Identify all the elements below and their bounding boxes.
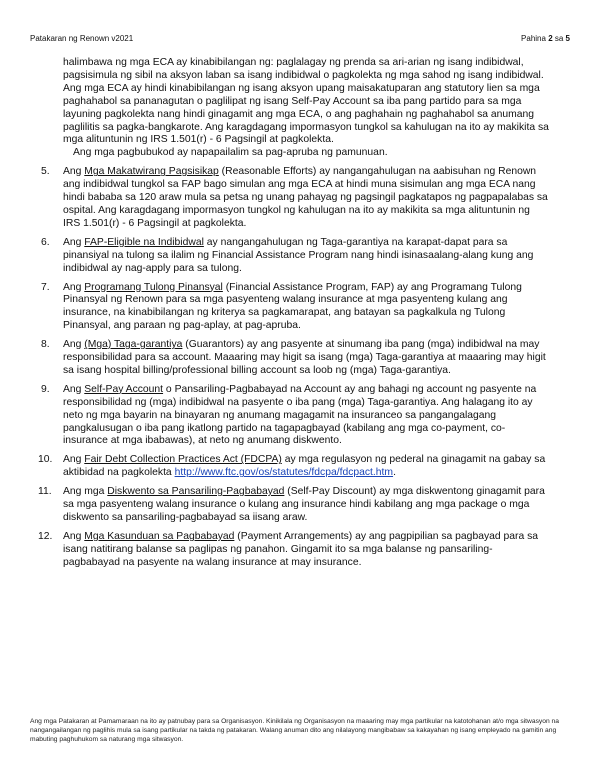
item-number: 10. <box>38 454 53 466</box>
definition-item-5: 5. Ang Mga Makatwirang Pagsisikap (Reasonable Efforts) ay nangangahulugan na aabisuhan ng Renown ang indibidwal tungkol sa FAP bago simulan ang mga ECA at hindi muna sisimulan ang mga ECA nang hindi bababa sa 120 araw mula sa petsa ng unang pahayag ng pagsingil pagkatapos ng pagpapalabas sa ospital. Ang karagdagang impormasyon tungkol ng kahulugan na ito ay makikita sa mga alituntunin ng IRS 1.501(r) - 6 Pagsingil at pagkolekta. <box>41 166 548 229</box>
document-title: Patakaran ng Renown v2021 <box>30 34 134 43</box>
page-total: 5 <box>565 34 570 43</box>
fdcpa-link[interactable]: http://www.ftc.gov/os/statutes/fdcpa/fdcpact.htm <box>174 467 394 479</box>
defined-term: Mga Kasunduan sa Pagbabayad <box>84 530 235 542</box>
definition-item-8: 8. Ang (Mga) Taga-garantiya (Guarantors) ay ang pasyente at sinumang iba pang (mga) indibidwal na may responsibilidad para sa account. Maaaring may higit sa isang (mga) Taga-garantiya at maaaring may higit sa isang hospital billing/professional billing account sa loob ng (mga) Taga-garantiya. <box>41 339 546 376</box>
page-footer-disclaimer: Ang mga Patakaran at Pamamaraan na ito ay patnubay para sa Organisasyon. Kinikilala ng Organisasyon na maaaring may mga partikular na katotohanan at/o mga sitwasyon na nangangailangan ng paglihis mula sa isang partikular na takda ng patakaran. Walang anuman dito ang nilalayong mangibabaw sa kakayahan ng isang empleyado na gamitin ang mabuting paghuhukom sa naturang mga sitwasyon. <box>30 718 559 743</box>
page-number: Pahina 2 sa 5 <box>521 34 570 43</box>
definition-item-11: 11. Ang mga Diskwento sa Pansariling-Pagbabayad (Self-Pay Discount) ay mga diskwentong ginagamit para sa mga pasyenteng walang insurance o kulang ang insurance hindi kabilang ang mga package o mga diskwento sa pansariling-pagbabayad sa iisang araw. <box>38 486 545 523</box>
page-current: 2 <box>548 34 553 43</box>
item-number: 6. <box>41 236 50 248</box>
approval-note: Ang mga pagbubukod ay napapailalim sa pag-apruba ng pamunuan. <box>73 147 388 159</box>
definition-item-10: 10. Ang Fair Debt Collection Practices Act (FDCPA) ay mga regulasyon ng pederal na ginagamit na gabay sa aktibidad na pagkolekta http://www.ftc.gov/os/statutes/fdcpa/fdcpact.htm. <box>38 454 546 479</box>
definition-item-9: 9. Ang Self-Pay Account o Pansariling-Pagbabayad na Account ay ang bahagi ng account ng pasyente na responsibilidad ng (mga) indibidwal na pasyente o iba pang (mga) Taga-garantiya. Ang halagang ito ay neto ng mga bayarin na binayaran ng anumang magagamit na insuranceo sa pangangalagang pangkalusugan o iba pang ikatlong partido na tagapagbayad (kabilang ang mga co-payment, co-insurance at mga ibabawas), at neto ng anumang diskwento. <box>41 383 537 447</box>
definition-item-6: 6. Ang FAP-Eligible na Indibidwal ay nangangahulugan ng Taga-garantiya na karapat-dapat para sa pinansiyal na tulong sa ilalim ng Financial Assistance Program nang hindi isinasaalang-alang kung ang indibidwal ay nag-apply para sa tulong. <box>41 236 534 274</box>
document-body <box>38 57 549 576</box>
item-number: 8. <box>41 339 50 351</box>
definitions-list <box>38 166 549 569</box>
continued-paragraph: halimbawa ng mga ECA ay kinabibilangan ng: paglalagay ng prenda sa ari-arian ng isang indibidwal, pagsisimula ng sibil na aksyon laban sa isang indibidwal o pagkolekta ng mga sahod ng isang indibidwal. Ang mga ECA ay hindi kinabibilangan ng isang aksyon upang maisakatuparan ang statutory lien sa mga paghahabol sa pananagutan o paglilipat ng isang Self-Pay Account sa iba pang partido para sa mga layuning pagkolekta nang hindi ginagamit ang mga ECA, o ang paghahain ng paghahabol sa anumang paglilitis sa pagka-bangkarote. Ang karagdagang impormasyon tungkol sa kahulugan na ito ay makikita sa mga alituntunin ng IRS 1.501(r) - 6 Pagsingil at pagkolekta. <box>63 57 549 146</box>
defined-term: Programang Tulong Pinansyal <box>84 281 223 293</box>
definition-item-12: 12. Ang Mga Kasunduan sa Pagbabayad (Payment Arrangements) ay ang pagpipilian sa pagbayad para sa isang natitirang balanse sa paglipas ng panahon. Gingamit ito sa mga balanse ng pansariling-pagbabayad na pasyente na walang insurance at may insurance. <box>38 530 538 568</box>
defined-term: (Mga) Taga-garantiya <box>84 339 183 351</box>
defined-term: Mga Makatwirang Pagsisikap <box>84 166 219 178</box>
item-number: 11. <box>38 486 52 498</box>
defined-term: Self-Pay Account <box>84 383 164 395</box>
defined-term: Fair Debt Collection Practices Act (FDCPA) <box>84 454 282 466</box>
page-header <box>30 33 570 45</box>
item-number: 12. <box>38 530 53 542</box>
item-number: 7. <box>41 281 50 293</box>
item-number: 5. <box>41 166 50 178</box>
defined-term: Diskwento sa Pansariling-Pagbabayad <box>107 486 285 498</box>
defined-term: FAP-Eligible na Indibidwal <box>84 236 204 248</box>
definition-item-7: 7. Ang Programang Tulong Pinansyal (Financial Assistance Program, FAP) ay ang Programang Tulong Pinansyal ng Renown para sa mga pasyenteng walang insurance at mga pasyenteng kulang ang insurance, na kinabibilangan ng kriterya sa pagkamarapat, ang batayan sa pagkalkula ng Tulong Pinansyal, ang paraan ng pag-aplay, at pag-apruba. <box>41 281 522 332</box>
item-number: 9. <box>41 383 50 395</box>
